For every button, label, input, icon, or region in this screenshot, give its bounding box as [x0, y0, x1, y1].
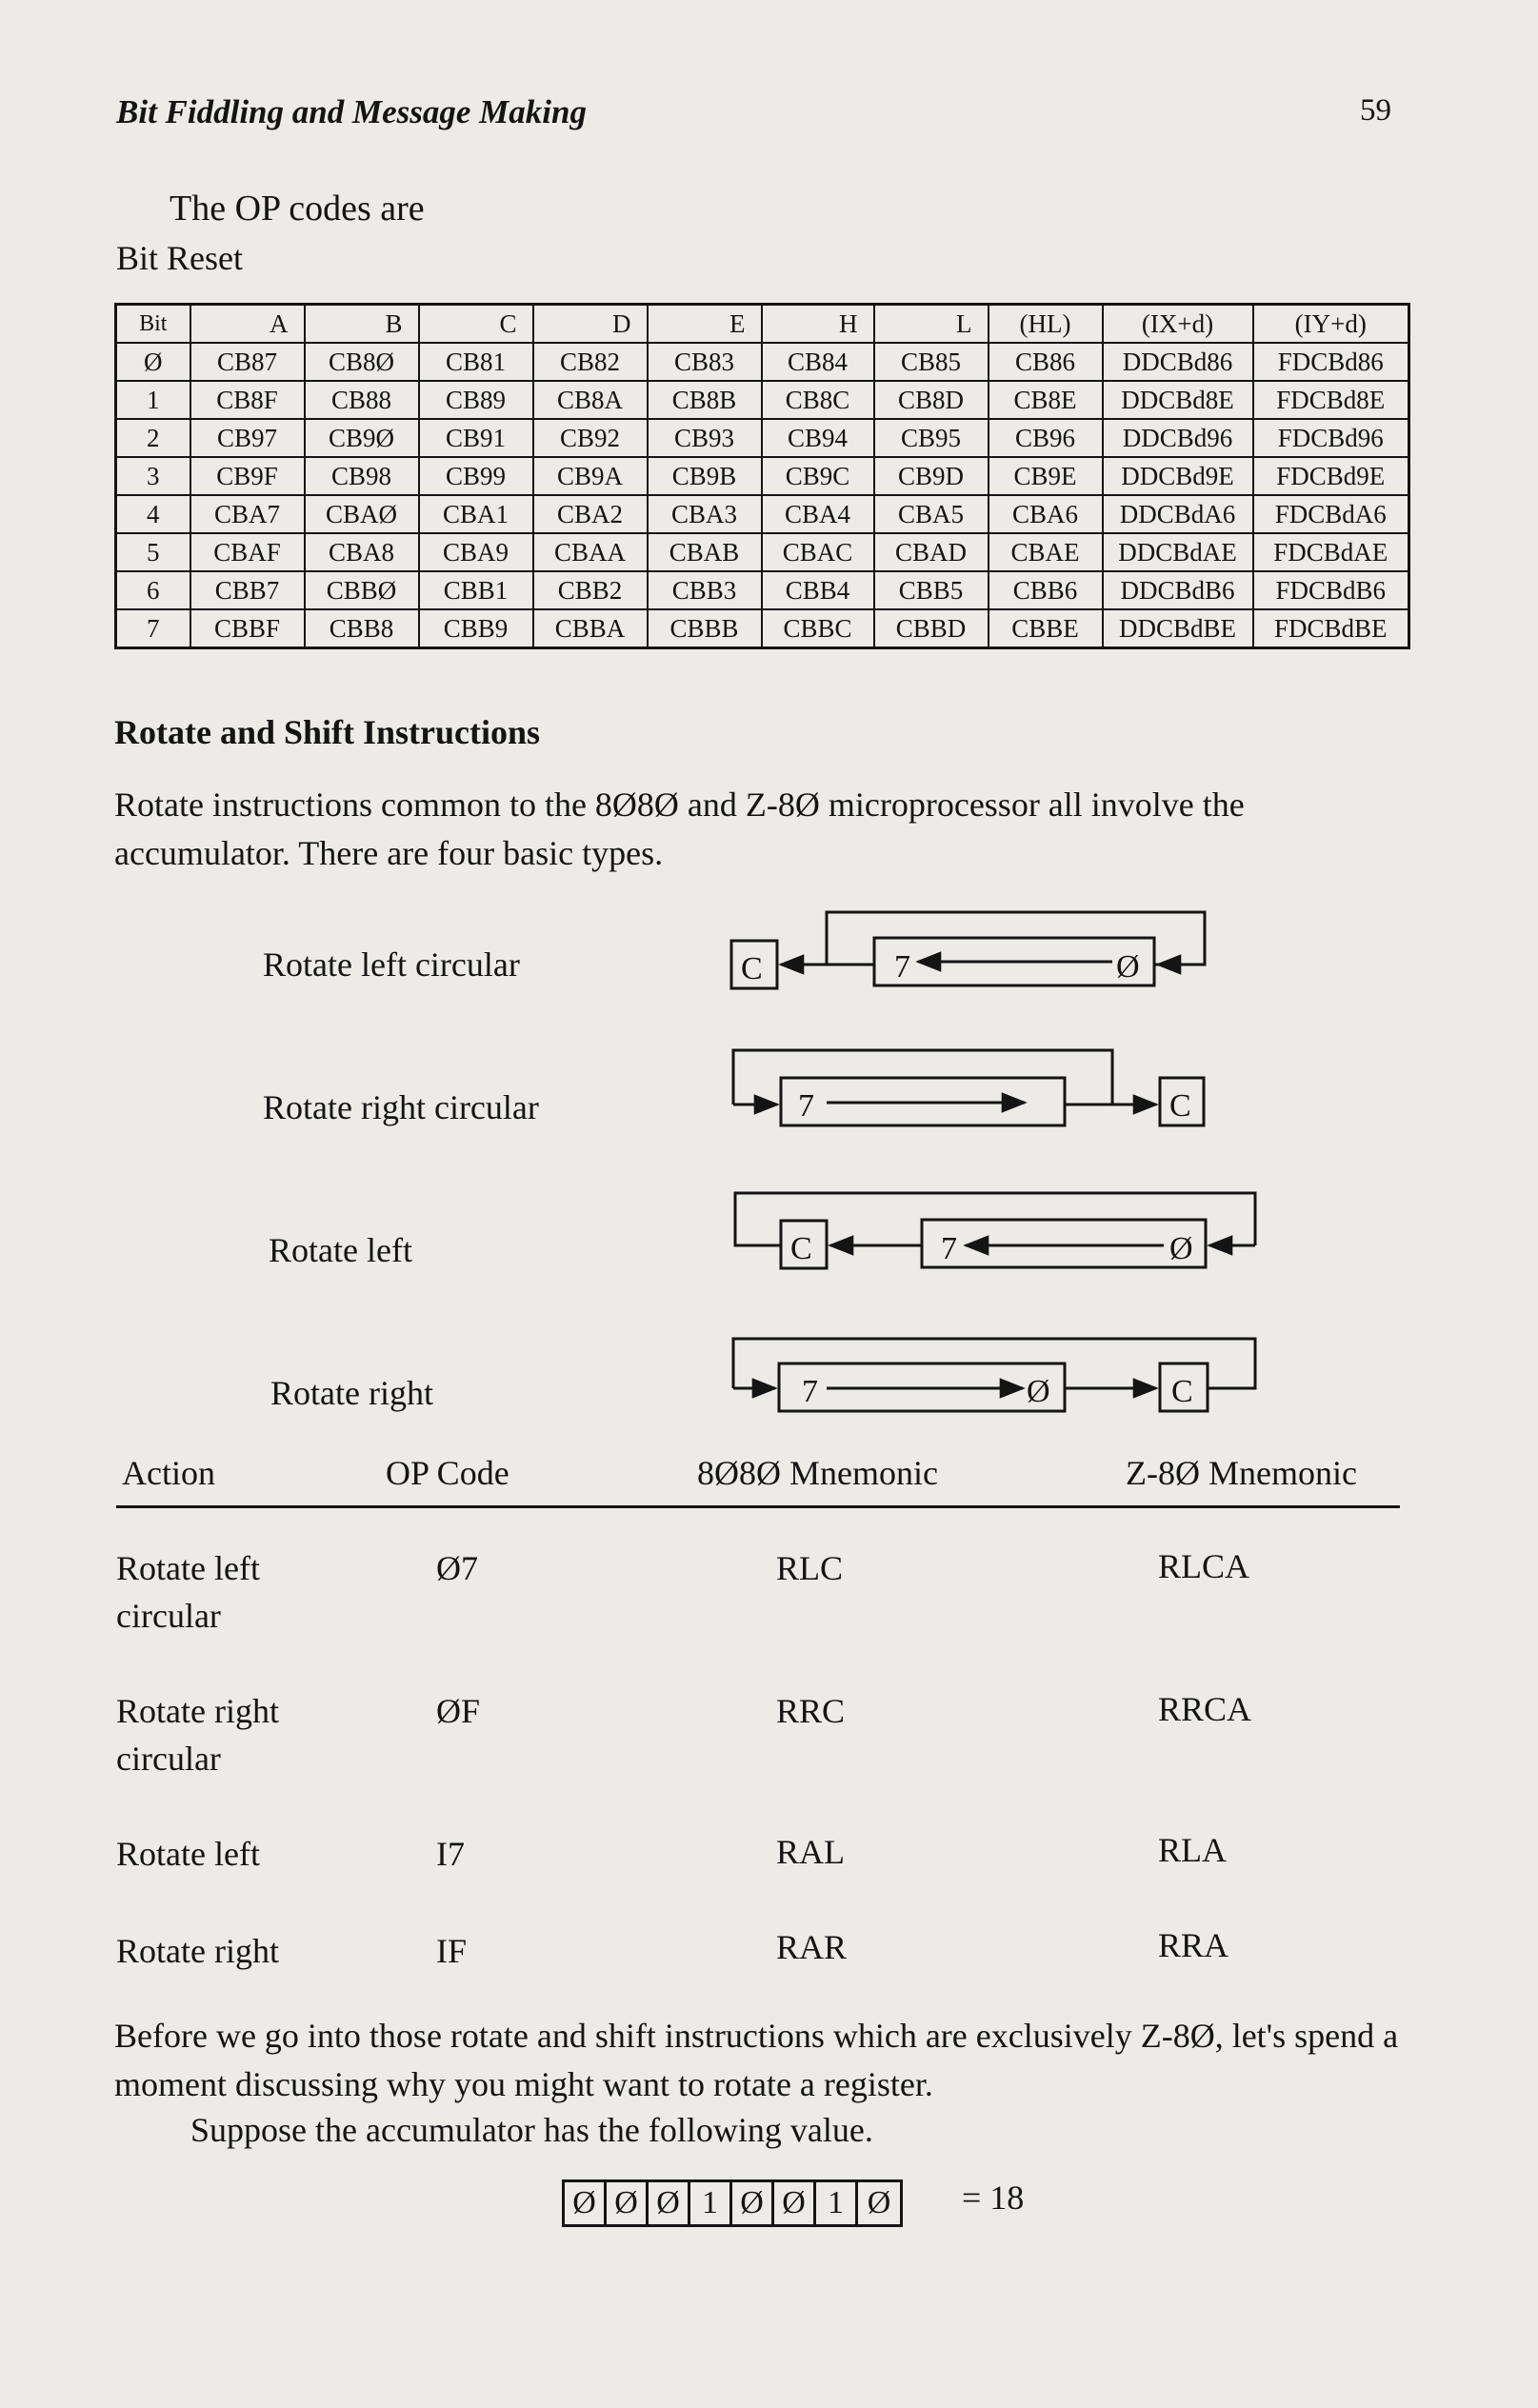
action-line: Rotate right: [116, 1932, 279, 1970]
opcode-cell: CBB1: [419, 571, 533, 609]
bit-label: 7: [894, 949, 910, 985]
action-cell: [116, 1544, 260, 1640]
opcode-cell: CB9D: [874, 457, 989, 495]
mnemonic-8080-cell: RAL: [776, 1833, 845, 1871]
register-bit: Ø: [649, 2182, 690, 2224]
opcode-cell: CB9Ø: [305, 419, 419, 457]
opcode-cell: CB92: [533, 419, 648, 457]
bit-number-cell: 6: [116, 571, 190, 609]
action-line: Rotate left: [116, 1835, 260, 1873]
mnemonic-z80-cell: RLCA: [1158, 1547, 1250, 1585]
intro-line: The OP codes are: [170, 189, 425, 229]
rotate-right-label: Rotate right: [270, 1374, 433, 1412]
bit-number-cell: 7: [116, 609, 190, 648]
column-header: B: [305, 305, 419, 344]
action-line: circular: [116, 1597, 221, 1635]
bit-number-cell: 3: [116, 457, 190, 495]
carry-label: C: [741, 951, 763, 986]
opcode-cell: CB94: [762, 419, 874, 457]
opcode-cell: CBA5: [874, 495, 989, 533]
opcode-cell: CBAC: [762, 533, 874, 571]
opcode-cell: FDCBd8E: [1253, 381, 1409, 419]
column-header-8080: 8Ø8Ø Mnemonic: [697, 1454, 938, 1492]
opcode-cell: CBBC: [762, 609, 874, 648]
mnemonic-8080-cell: RAR: [776, 1928, 848, 1966]
register-bit: Ø: [732, 2182, 774, 2224]
opcode-cell: CBAØ: [305, 495, 419, 533]
opcode-cell: FDCBdB6: [1253, 571, 1409, 609]
action-cell: [116, 1830, 260, 1878]
opcode-cell: CBBF: [190, 609, 305, 648]
opcode-cell: CB93: [648, 419, 762, 457]
opcode-cell: DDCBd8E: [1103, 381, 1253, 419]
closing-paragraph: Before we go into those rotate and shift instructions which are exclusively Z-8Ø, let's spend a moment discussing why you might want to rotate a register.: [114, 2017, 1399, 2103]
mnemonic-8080-cell: RRC: [776, 1692, 846, 1730]
opcode-cell: Ø7: [436, 1549, 478, 1587]
bit-number-cell: 5: [116, 533, 190, 571]
action-line: Rotate right: [116, 1692, 279, 1730]
column-header-opcode: OP Code: [386, 1454, 509, 1492]
opcode-cell: CBB2: [533, 571, 648, 609]
opcode-cell: CBB3: [648, 571, 762, 609]
table-row: [116, 419, 1409, 457]
opcode-cell: CBA8: [305, 533, 419, 571]
table-row: [116, 381, 1409, 419]
page-number: 59: [1360, 93, 1391, 128]
bit-reset-opcode-table: [114, 303, 1410, 649]
opcode-cell: CBB5: [874, 571, 989, 609]
bit-number-cell: 2: [116, 419, 190, 457]
table-row: [116, 457, 1409, 495]
column-header: H: [762, 305, 874, 344]
opcode-cell: CB8F: [190, 381, 305, 419]
opcode-cell: CBA3: [648, 495, 762, 533]
opcode-cell: DDCBd96: [1103, 419, 1253, 457]
opcode-cell: CBB9: [419, 609, 533, 648]
opcode-cell: CB8A: [533, 381, 648, 419]
opcode-cell: CBA2: [533, 495, 648, 533]
register-bits: [562, 2179, 903, 2227]
opcode-cell: CBB7: [190, 571, 305, 609]
column-header: A: [190, 305, 305, 344]
header-rule: [116, 1505, 1400, 1508]
column-header: (IY+d): [1253, 305, 1409, 344]
opcode-cell: CB8C: [762, 381, 874, 419]
action-line: circular: [116, 1740, 221, 1778]
bit-number-cell: Ø: [116, 343, 190, 381]
opcode-cell: FDCBdBE: [1253, 609, 1409, 648]
register-bit: Ø: [867, 2185, 891, 2220]
opcode-cell: FDCBdA6: [1253, 495, 1409, 533]
opcode-cell: CB97: [190, 419, 305, 457]
opcode-cell: CB8E: [989, 381, 1103, 419]
table-header-row: [116, 305, 1409, 344]
opcode-cell: CBBØ: [305, 571, 419, 609]
opcode-cell: FDCBd96: [1253, 419, 1409, 457]
opcode-cell: CBAB: [648, 533, 762, 571]
opcode-cell: CB8D: [874, 381, 989, 419]
opcode-cell: CBBE: [989, 609, 1103, 648]
opcode-cell: CB87: [190, 343, 305, 381]
bit-label: Ø: [1116, 949, 1140, 985]
opcode-cell: CB99: [419, 457, 533, 495]
action-cell: [116, 1687, 279, 1782]
rotate-left-label: Rotate left: [269, 1231, 412, 1269]
mnemonic-8080-cell: RLC: [776, 1549, 844, 1587]
opcode-cell: FDCBd9E: [1253, 457, 1409, 495]
opcode-cell: CBAF: [190, 533, 305, 571]
table-row: [116, 533, 1409, 571]
opcode-cell: CBBA: [533, 609, 648, 648]
running-title: Bit Fiddling and Message Making: [116, 93, 587, 130]
rotate-right-circular-diagram: [733, 1050, 1204, 1125]
opcode-cell: CBB8: [305, 609, 419, 648]
register-bit: 1: [816, 2182, 858, 2224]
column-header: L: [874, 305, 989, 344]
action-cell: [116, 1927, 279, 1975]
opcode-cell: IF: [436, 1932, 468, 1970]
table-row: [116, 609, 1409, 648]
opcode-cell: CBA4: [762, 495, 874, 533]
opcode-cell: CBA1: [419, 495, 533, 533]
opcode-cell: CB82: [533, 343, 648, 381]
opcode-cell: CBAE: [989, 533, 1103, 571]
opcode-cell: CBB4: [762, 571, 874, 609]
register-value: = 18: [962, 2179, 1025, 2217]
bit-label: 7: [941, 1231, 957, 1266]
column-header: (IX+d): [1103, 305, 1253, 344]
register-box: [922, 1220, 1206, 1267]
column-header: (HL): [989, 305, 1103, 344]
opcode-cell: CB9B: [648, 457, 762, 495]
carry-label: C: [1169, 1088, 1191, 1124]
opcode-cell: CBA7: [190, 495, 305, 533]
register-bit: 1: [690, 2182, 732, 2224]
table-row: [116, 343, 1409, 381]
opcode-cell: DDCBdAE: [1103, 533, 1253, 571]
opcode-cell: CB9C: [762, 457, 874, 495]
opcode-cell: CB84: [762, 343, 874, 381]
opcode-cell: CB95: [874, 419, 989, 457]
opcode-cell: ØF: [436, 1692, 481, 1730]
bit-number-cell: 4: [116, 495, 190, 533]
column-header: E: [648, 305, 762, 344]
opcode-cell: DDCBd9E: [1103, 457, 1253, 495]
mnemonic-z80-cell: RLA: [1158, 1831, 1227, 1869]
table-row: [116, 571, 1409, 609]
opcode-cell: CBB6: [989, 571, 1103, 609]
register-bit: Ø: [565, 2182, 607, 2224]
bit-label: 7: [798, 1088, 814, 1124]
rotate-right-circular-label: Rotate right circular: [263, 1088, 539, 1126]
bit-number-cell: 1: [116, 381, 190, 419]
bit-label: 7: [802, 1374, 818, 1409]
carry-label: C: [790, 1231, 812, 1266]
opcode-cell: CB8B: [648, 381, 762, 419]
rotate-left-circular-diagram: [731, 912, 1205, 988]
opcode-cell: CB85: [874, 343, 989, 381]
column-header-action: Action: [122, 1454, 215, 1492]
opcode-cell: FDCBdAE: [1253, 533, 1409, 571]
opcode-cell: CB9F: [190, 457, 305, 495]
section-paragraph: Rotate instructions common to the 8Ø8Ø and Z-8Ø microprocessor all involve the accumulator. There are four basic types.: [114, 786, 1245, 872]
opcode-cell: CB9A: [533, 457, 648, 495]
opcode-cell: DDCBdB6: [1103, 571, 1253, 609]
table-row: [116, 495, 1409, 533]
opcode-cell: CBBB: [648, 609, 762, 648]
rotate-left-diagram: [735, 1193, 1255, 1268]
opcode-cell: CB8Ø: [305, 343, 419, 381]
carry-label: C: [1171, 1374, 1193, 1409]
opcode-cell: CBA9: [419, 533, 533, 571]
opcode-cell: CB83: [648, 343, 762, 381]
opcode-cell: DDCBd86: [1103, 343, 1253, 381]
opcode-cell: CB96: [989, 419, 1103, 457]
bit-label: Ø: [1169, 1231, 1193, 1266]
opcode-cell: CB89: [419, 381, 533, 419]
opcode-cell: CB81: [419, 343, 533, 381]
opcode-cell: CB88: [305, 381, 419, 419]
section-heading: Rotate and Shift Instructions: [114, 713, 541, 751]
opcode-cell: CBAD: [874, 533, 989, 571]
rotate-left-circular-label: Rotate left circular: [263, 945, 520, 984]
rotate-right-diagram: [733, 1339, 1255, 1411]
opcode-cell: I7: [436, 1835, 465, 1873]
action-line: Rotate left: [116, 1549, 260, 1587]
bit-label: Ø: [1027, 1374, 1050, 1409]
opcode-cell: DDCBdBE: [1103, 609, 1253, 648]
opcode-cell: FDCBd86: [1253, 343, 1409, 381]
opcode-cell: CB98: [305, 457, 419, 495]
opcode-cell: CB91: [419, 419, 533, 457]
column-header: D: [533, 305, 648, 344]
register-bit: Ø: [774, 2182, 816, 2224]
mnemonic-z80-cell: RRA: [1158, 1926, 1229, 1964]
closing-line: Suppose the accumulator has the following value.: [190, 2111, 873, 2149]
column-header: Bit: [116, 305, 190, 344]
table-caption: Bit Reset: [116, 239, 243, 277]
opcode-cell: CB86: [989, 343, 1103, 381]
opcode-cell: CBBD: [874, 609, 989, 648]
opcode-cell: CBA6: [989, 495, 1103, 533]
mnemonic-z80-cell: RRCA: [1158, 1690, 1252, 1728]
column-header-z80: Z-8Ø Mnemonic: [1126, 1454, 1357, 1492]
opcode-cell: DDCBdA6: [1103, 495, 1253, 533]
opcode-cell: CBAA: [533, 533, 648, 571]
column-header: C: [419, 305, 533, 344]
register-bit: Ø: [607, 2182, 649, 2224]
opcode-cell: CB9E: [989, 457, 1103, 495]
